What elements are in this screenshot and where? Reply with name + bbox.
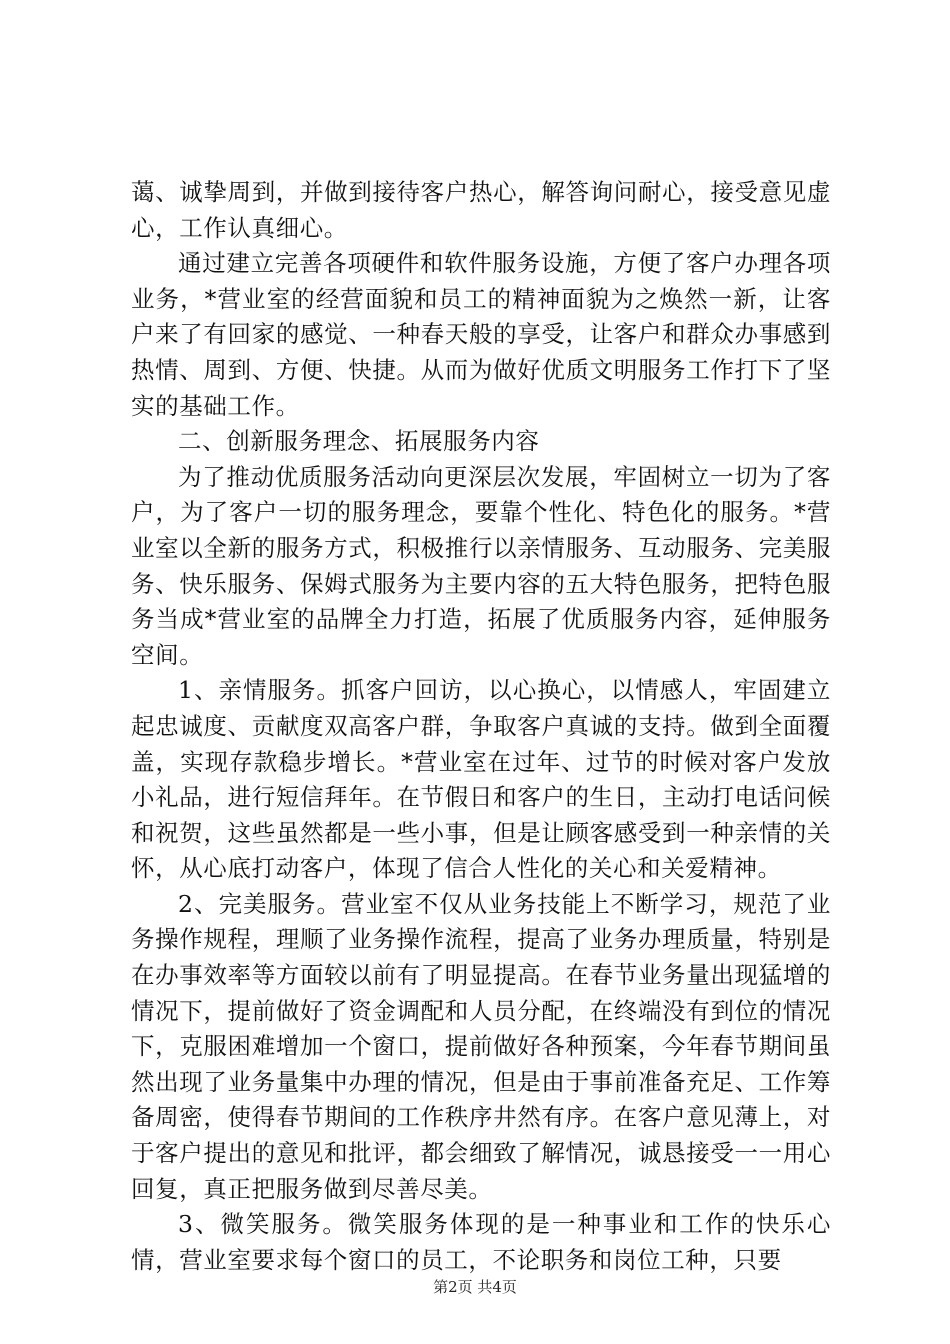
section-heading: 二、创新服务理念、拓展服务内容 xyxy=(178,427,540,456)
paragraph: 2、完美服务。营业室不仅从业务技能上不断学习，规范了业务操作规程，理顺了业务操作流程，提高了业务办理质量，特别是在办事效率等方面较以前有了明显提高。在春节业务量出现猛增的情况下，提前做好了资金调配和人员分配，在终端没有到位的情况下，克服困难增加一个窗口，提前做好各种预案，今年春节期间虽然出现了业务量集中办理的情况，但是由于事前准备充足、工作筹备周密，使得春节期间的工作秩序井然有序。在客户意见薄上，对于客户提出的意见和批评，都会细致了解情况，诚恳接受一一用心回复，真正把服务做到尽善尽美。 xyxy=(131,889,831,1203)
paragraph: 蔼、诚挚周到，并做到接待客户热心，解答询问耐心，接受意见虚心，工作认真细心。 xyxy=(131,178,831,242)
paragraph: 为了推动优质服务活动向更深层次发展，牢固树立一切为了客户，为了客户一切的服务理念，要靠个性化、特色化的服务。*营业室以全新的服务方式，积极推行以亲情服务、互动服务、完美服务、快乐服务、保姆式服务为主要内容的五大特色服务，把特色服务当成*营业室的品牌全力打造，拓展了优质服务内容，延伸服务空间。 xyxy=(131,462,831,669)
paragraph: 3、微笑服务。微笑服务体现的是一种事业和工作的快乐心情，营业室要求每个窗口的员工，不论职务和岗位工种，只要 xyxy=(131,1210,831,1274)
paragraph: 1、亲情服务。抓客户回访，以心换心，以情感人，牢固建立起忠诚度、贡献度双高客户群，争取客户真诚的支持。做到全面覆盖，实现存款稳步增长。*营业室在过年、过节的时候对客户发放小礼品，进行短信拜年。在节假日和客户的生日，主动打电话问候和祝贺，这些虽然都是一些小事，但是让顾客感受到一种亲情的关怀，从心底打动客户，体现了信合人性化的关心和关爱精神。 xyxy=(131,676,831,883)
paragraph: 通过建立完善各项硬件和软件服务设施，方便了客户办理各项业务，*营业室的经营面貌和员工的精神面貌为之焕然一新，让客户来了有回家的感觉、一种春天般的享受，让客户和群众办事感到热情、周到、方便、快捷。从而为做好优质文明服务工作打下了坚实的基础工作。 xyxy=(131,249,831,420)
page-number-footer: 第2页 共4页 xyxy=(433,1278,517,1296)
document-body xyxy=(131,175,831,1278)
